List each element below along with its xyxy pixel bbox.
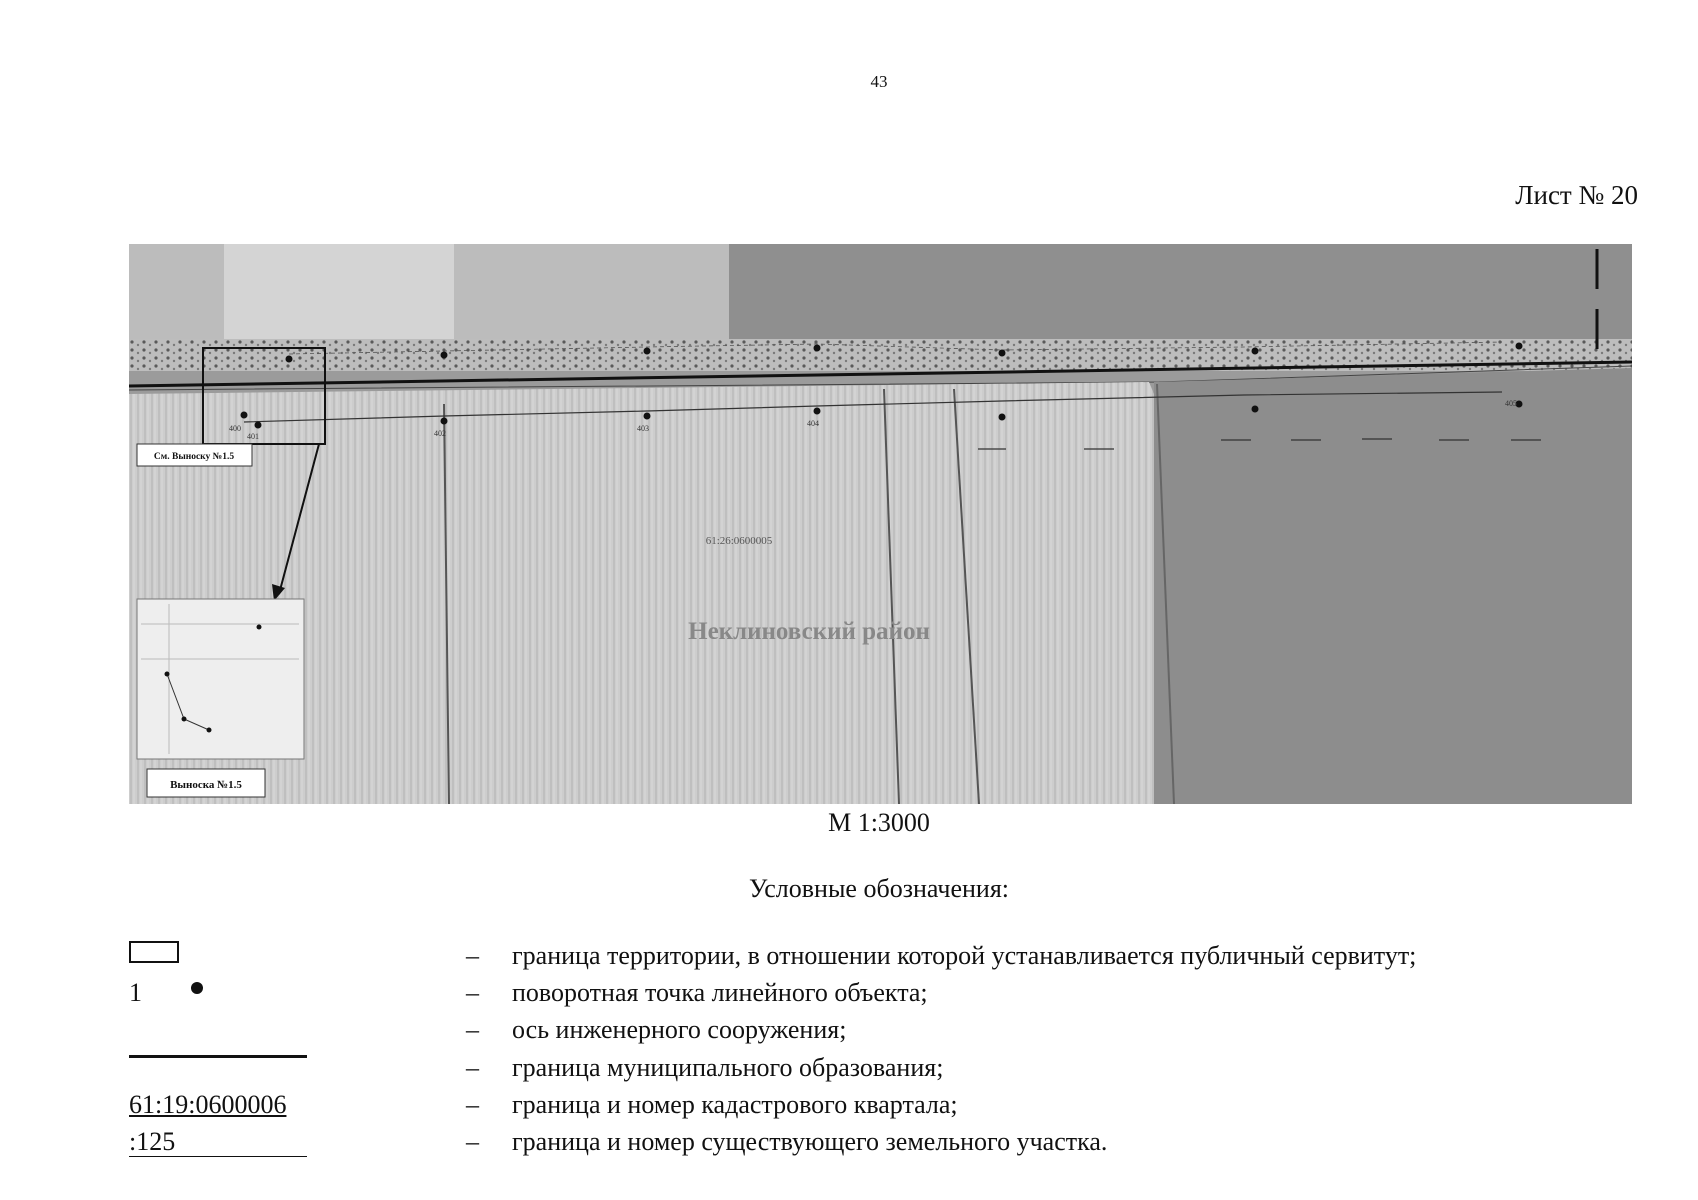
turning-point <box>999 350 1006 357</box>
legend-dash: – <box>466 1053 479 1082</box>
legend-servitude-symbol <box>129 941 179 963</box>
turning-point <box>286 356 293 363</box>
legend-parcel-number: :125 <box>129 1127 176 1156</box>
turning-point <box>1516 343 1523 350</box>
district-label: Неклиновский район <box>688 618 930 645</box>
legend-text-turning-point: поворотная точка линейного объекта; <box>512 978 928 1007</box>
top-field-light <box>224 244 454 344</box>
turning-point <box>441 352 448 359</box>
turning-point <box>999 414 1006 421</box>
callout-title: Выноска №1.5 <box>170 779 242 791</box>
legend-text-parcel: граница и номер существующего земельного участка. <box>512 1127 1108 1156</box>
legend-dash: – <box>466 1090 479 1119</box>
point-label: 402 <box>434 429 446 438</box>
legend-dash: – <box>466 978 479 1007</box>
callout-inset <box>137 599 304 759</box>
legend-dash: – <box>466 941 479 970</box>
point-label: 400 <box>229 424 241 433</box>
point-label: 403 <box>637 424 649 433</box>
turning-point <box>1252 348 1259 355</box>
turning-point <box>441 418 448 425</box>
legend-cadastral-quarter-number: 61:19:0600006 <box>129 1090 287 1119</box>
legend-point-icon <box>191 982 203 994</box>
cadastral-quarter-number: 61:26:0600005 <box>705 535 773 547</box>
point-label: 404 <box>807 419 819 428</box>
turning-point <box>241 412 248 419</box>
page-number: 43 <box>870 72 888 91</box>
turning-point <box>644 348 651 355</box>
legend-title: Условные обозначения: <box>748 874 1010 903</box>
turning-point <box>814 345 821 352</box>
point-label: 401 <box>247 432 259 441</box>
legend-dash: – <box>466 1015 479 1044</box>
point-label: 405 <box>1505 399 1517 408</box>
legend-text-axis: ось инженерного сооружения; <box>512 1015 847 1044</box>
turning-point <box>644 413 651 420</box>
legend-parcel-underline <box>129 1156 307 1157</box>
dark-zone <box>1154 368 1632 804</box>
legend-text-servitude: граница территории, в отношении которой устанавливается публичный сервитут; <box>512 941 1417 970</box>
legend-dash: – <box>466 1127 479 1156</box>
map-area[interactable] <box>129 244 1632 804</box>
legend-point-number: 1 <box>129 978 142 1007</box>
turning-point <box>1252 406 1259 413</box>
turning-point <box>255 422 262 429</box>
legend-text-cadastral-quarter: граница и номер кадастрового квартала; <box>512 1090 958 1119</box>
top-right-zone <box>729 244 1632 344</box>
callout-ref-label: См. Выноску №1.5 <box>153 452 235 462</box>
map-scale: М 1:3000 <box>828 808 930 837</box>
legend-boundary-line <box>129 1055 307 1058</box>
map-canvas <box>129 244 1632 804</box>
legend-text-municipal-boundary: граница муниципального образования; <box>512 1053 944 1082</box>
turning-point <box>814 408 821 415</box>
sheet-label: Лист № 20 <box>1515 180 1638 210</box>
